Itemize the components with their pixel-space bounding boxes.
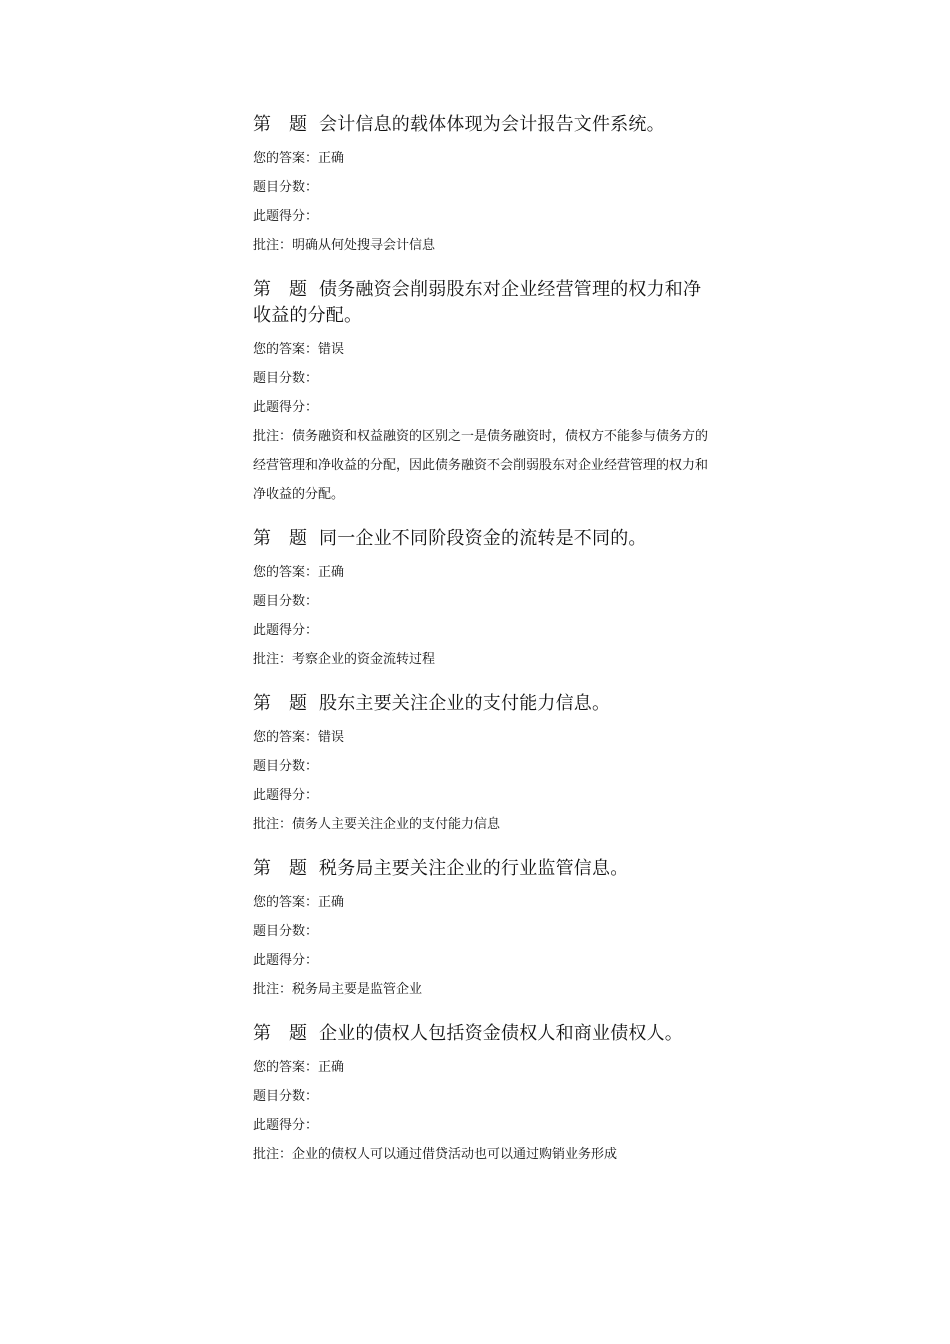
comment-label: 批注： [253, 1147, 293, 1162]
answer-label: 您的答案： [253, 1060, 319, 1075]
answer-label: 您的答案： [253, 342, 319, 357]
question-item [253, 526, 713, 674]
comment-value: 税务局主要是监管企业 [292, 982, 423, 997]
question-number-prefix: 第 [253, 279, 272, 300]
score-row [253, 587, 713, 616]
question-number-suffix: 题 [289, 279, 308, 300]
question-title [253, 1021, 713, 1047]
answer-label: 您的答案： [253, 895, 319, 910]
comment-label: 批注： [253, 652, 293, 667]
answer-row [253, 144, 713, 173]
question-item [253, 691, 713, 839]
question-number-prefix: 第 [253, 114, 272, 135]
question-title [253, 112, 713, 138]
answer-value: 正确 [318, 895, 345, 910]
comment-value: 债务融资和权益融资的区别之一是债务融资时，债权方不能参与债务方的经营管理和净收益的分配，因此债务融资不会削弱股东对企业经营管理的权力和净收益的分配。 [253, 429, 709, 502]
got-row [253, 781, 713, 810]
answer-label: 您的答案： [253, 565, 319, 580]
got-row [253, 393, 713, 422]
comment-value: 企业的债权人可以通过借贷活动也可以通过购销业务形成 [292, 1147, 618, 1162]
question-text: 同一企业不同阶段资金的流转是不同的。 [319, 528, 647, 549]
comment-row [253, 1140, 713, 1169]
score-row [253, 752, 713, 781]
question-title [253, 526, 713, 552]
question-item [253, 277, 713, 509]
question-number-prefix: 第 [253, 858, 272, 879]
comment-row [253, 422, 713, 509]
score-label: 题目分数： [253, 180, 319, 195]
got-row [253, 1111, 713, 1140]
answer-row [253, 888, 713, 917]
answer-row [253, 1053, 713, 1082]
score-row [253, 364, 713, 393]
answer-row [253, 558, 713, 587]
question-number-prefix: 第 [253, 693, 272, 714]
comment-label: 批注： [253, 429, 293, 444]
question-text: 企业的债权人包括资金债权人和商业债权人。 [319, 1023, 683, 1044]
answer-row [253, 723, 713, 752]
got-row [253, 946, 713, 975]
comment-row [253, 810, 713, 839]
answer-row [253, 335, 713, 364]
got-label: 此题得分： [253, 788, 319, 803]
got-label: 此题得分： [253, 623, 319, 638]
score-label: 题目分数： [253, 1089, 319, 1104]
question-item [253, 856, 713, 1004]
comment-row [253, 645, 713, 674]
question-number-suffix: 题 [289, 528, 308, 549]
question-number-prefix: 第 [253, 1023, 272, 1044]
question-number-suffix: 题 [289, 114, 308, 135]
answer-label: 您的答案： [253, 151, 319, 166]
question-number-suffix: 题 [289, 1023, 308, 1044]
answer-label: 您的答案： [253, 730, 319, 745]
score-row [253, 1082, 713, 1111]
question-title [253, 856, 713, 882]
got-row [253, 202, 713, 231]
question-text: 债务融资会削弱股东对企业经营管理的权力和净收益的分配。 [253, 279, 702, 326]
got-row [253, 616, 713, 645]
comment-value: 明确从何处搜寻会计信息 [292, 238, 436, 253]
score-label: 题目分数： [253, 759, 319, 774]
question-text: 股东主要关注企业的支付能力信息。 [319, 693, 611, 714]
question-number-suffix: 题 [289, 858, 308, 879]
got-label: 此题得分： [253, 400, 319, 415]
question-item [253, 1021, 713, 1169]
answer-value: 错误 [318, 730, 345, 745]
answer-value: 正确 [318, 565, 345, 580]
score-label: 题目分数： [253, 594, 319, 609]
comment-row [253, 975, 713, 1004]
got-label: 此题得分： [253, 1118, 319, 1133]
comment-value: 债务人主要关注企业的支付能力信息 [292, 817, 501, 832]
question-list [253, 112, 713, 1186]
answer-value: 错误 [318, 342, 345, 357]
answer-value: 正确 [318, 151, 345, 166]
score-row [253, 917, 713, 946]
comment-value: 考察企业的资金流转过程 [292, 652, 436, 667]
question-number-prefix: 第 [253, 528, 272, 549]
question-item [253, 112, 713, 260]
got-label: 此题得分： [253, 209, 319, 224]
comment-label: 批注： [253, 817, 293, 832]
comment-label: 批注： [253, 982, 293, 997]
score-label: 题目分数： [253, 371, 319, 386]
question-number-suffix: 题 [289, 693, 308, 714]
question-text: 税务局主要关注企业的行业监管信息。 [319, 858, 629, 879]
comment-row [253, 231, 713, 260]
score-row [253, 173, 713, 202]
got-label: 此题得分： [253, 953, 319, 968]
question-text: 会计信息的载体体现为会计报告文件系统。 [319, 114, 665, 135]
answer-value: 正确 [318, 1060, 345, 1075]
question-title [253, 691, 713, 717]
comment-label: 批注： [253, 238, 293, 253]
score-label: 题目分数： [253, 924, 319, 939]
question-title [253, 277, 713, 329]
